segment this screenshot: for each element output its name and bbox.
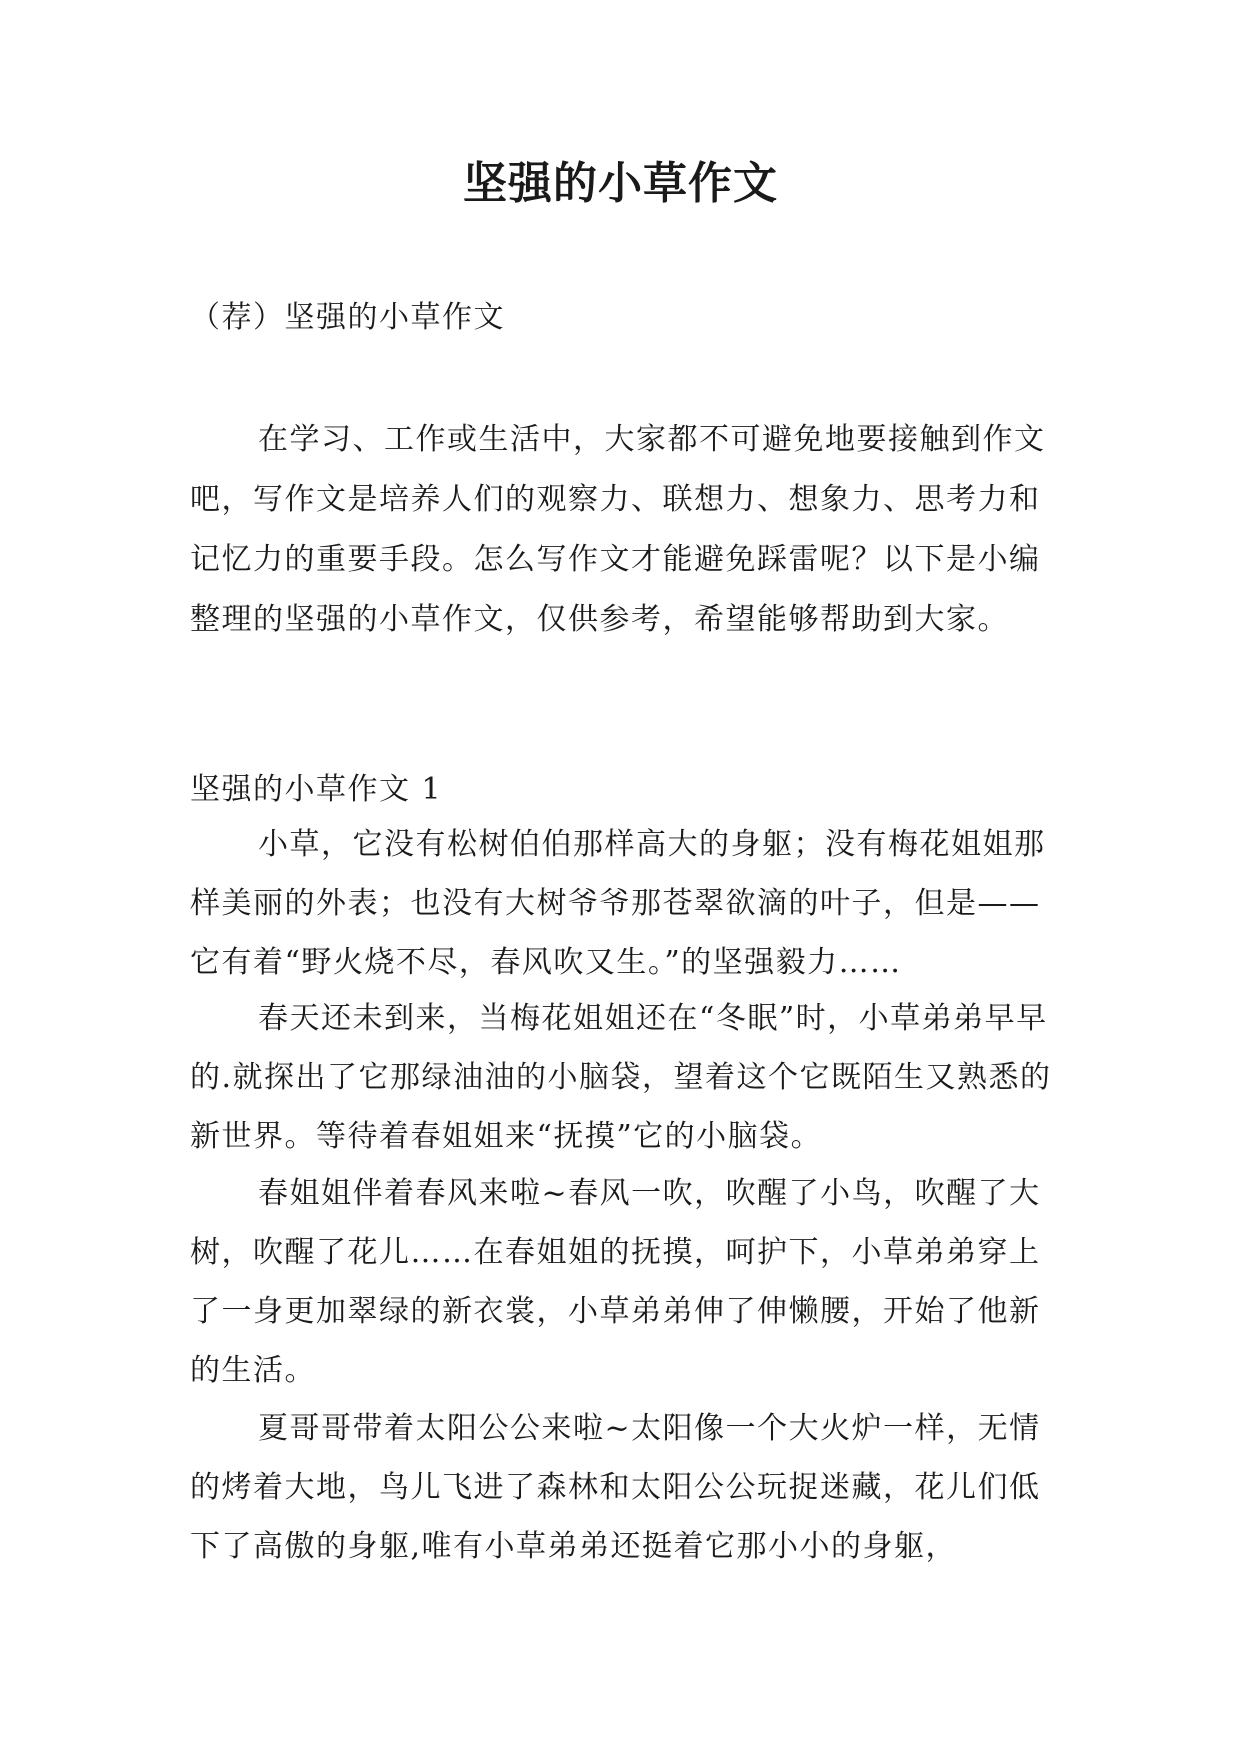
document-subtitle: （荐）坚强的小草作文 bbox=[190, 300, 505, 335]
intro-paragraph: 在学习、工作或生活中，大家都不可避免地要接触到作文吧，写作文是培养人们的观察力、联想力、想象力、思考力和记忆力的重要手段。怎么写作文才能避免踩雷呢？以下是小编整理的坚强的小草作文，仅供参考，希望能够帮助到大家。 bbox=[190, 422, 1046, 637]
essay-paragraph-4: 夏哥哥带着太阳公公来啦~太阳像一个大火炉一样，无情的烤着大地，鸟儿飞进了森林和太阳公公玩捉迷藏，花儿们低下了高傲的身躯,唯有小草弟弟还挺着它那小小的身躯， bbox=[190, 1411, 1041, 1564]
section-heading: 坚强的小草作文 1 bbox=[190, 772, 443, 807]
essay-paragraph-3: 春姐姐伴着春风来啦~春风一吹，吹醒了小鸟，吹醒了大树，吹醒了花儿……在春姐姐的抚摸，呵护下，小草弟弟穿上了一身更加翠绿的新衣裳，小草弟弟伸了伸懒腰，开始了他新的生活。 bbox=[190, 1176, 1041, 1388]
essay-paragraph-1: 小草，它没有松树伯伯那样高大的身躯；没有梅花姐姐那样美丽的外表；也没有大树爷爷那苍翠欲滴的叶子，但是——它有着“野火烧不尽，春风吹又生。”的坚强毅力…… bbox=[190, 827, 1046, 980]
document-title: 坚强的小草作文 bbox=[463, 158, 778, 209]
essay-paragraph-2: 春天还未到来，当梅花姐姐还在“冬眠”时，小草弟弟早早的.就探出了它那绿油油的小脑袋，望着这个它既陌生又熟悉的新世界。等待着春姐姐来“抚摸”它的小脑袋。 bbox=[190, 1001, 1052, 1154]
